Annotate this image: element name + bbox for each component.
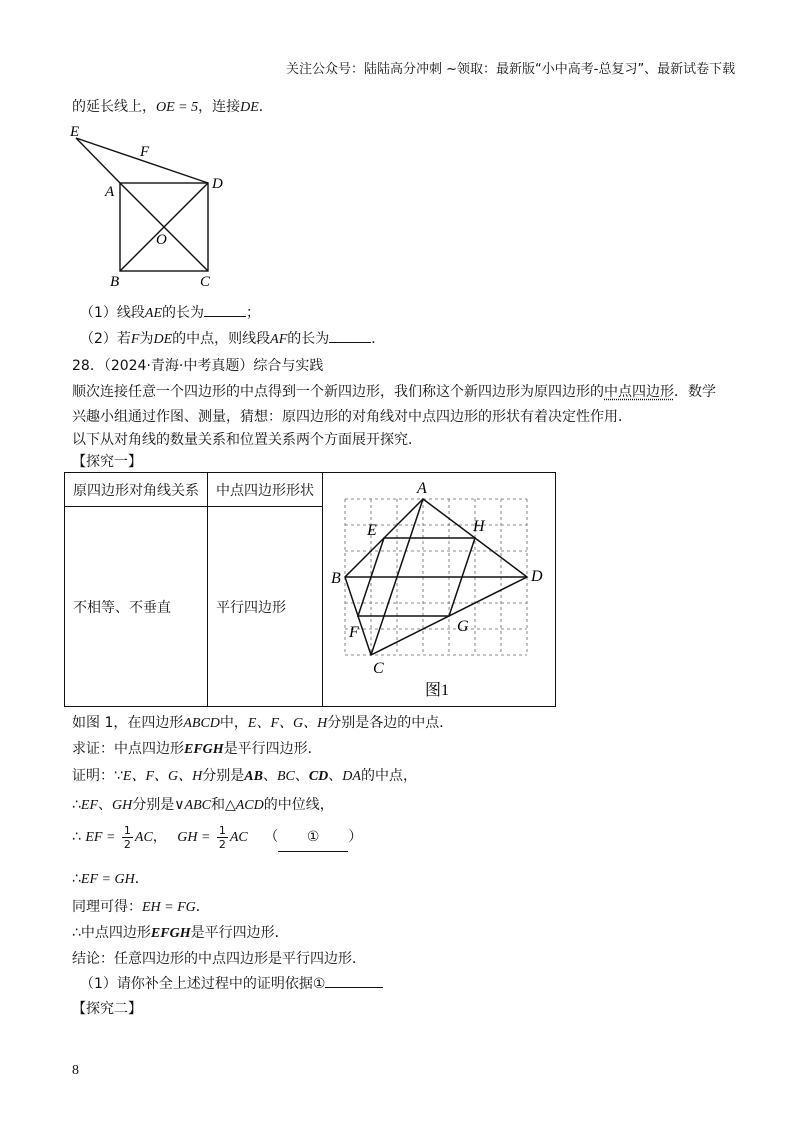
proof-line-8: ∴中点四边形EFGH是平行四边形． (72, 925, 289, 941)
answer-blank-basis-2[interactable] (325, 987, 383, 988)
label-c: C (200, 274, 211, 290)
explore-table (64, 472, 556, 707)
fig1-label-d: D (531, 568, 543, 585)
question-1: （1）线段AE的长为 ； (80, 305, 261, 321)
answer-blank-2[interactable] (329, 342, 371, 343)
table-header-diagonal: 原四边形对角线关系 (65, 473, 208, 507)
question-2: （2）若F为DE的中点，则线段AF的长为 ． (80, 331, 386, 347)
prev-problem-line: 的延长线上，OE = 5，连接DE． (72, 99, 273, 115)
square-figure (64, 120, 244, 292)
problem-28-title: 28．（2024·青海·中考真题）综合与实践 (72, 358, 324, 374)
answer-blank-1[interactable] (204, 316, 246, 317)
figure-1 (323, 473, 555, 706)
segment-ea (76, 138, 120, 183)
fig1-label-f: F (349, 624, 359, 641)
table-figure-cell (323, 473, 556, 707)
proof-line-5: ∴ EF = $\frac{1}{2}$ AC， GH = $\frac{1}{2}$ AC （ ① ） (72, 823, 363, 851)
label-f: F (140, 144, 150, 160)
conclusion-line: 结论：任意四边形的中点四边形是平行四边形． (72, 951, 366, 967)
answer-blank-basis[interactable]: ① (278, 823, 348, 852)
table-cell-shape: 平行四边形 (208, 507, 323, 707)
fraction-half-1: $\frac{1}{2}$ (123, 823, 131, 851)
table-cell-diagonal: 不相等、不垂直 (65, 507, 208, 707)
sub-question-1: （1）请你补全上述过程中的证明依据① (80, 973, 383, 993)
label-b: B (110, 274, 120, 290)
label-o: O (156, 232, 167, 248)
section-explore-1: 【探究一】 (72, 454, 142, 470)
intro-line-3: 以下从对角线的数量关系和位置关系两个方面展开探究． (72, 432, 422, 448)
section-explore-2: 【探究二】 (72, 1001, 142, 1017)
fraction-half-2: $\frac{1}{2}$ (218, 823, 226, 851)
fig1-label-h: H (473, 518, 485, 535)
label-e: E (70, 124, 80, 140)
page-header: 关注公众号：陆陆高分冲刺 ~领取：最新版“小中高考-总复习”、最新试卷下载 (286, 62, 736, 77)
fig1-label-g: G (457, 618, 469, 635)
proof-line-1: 如图 1，在四边形ABCD中，E、F、G、H分别是各边的中点． (72, 715, 454, 731)
fig1-label-a: A (417, 480, 427, 497)
proof-line-6: ∴EF = GH． (72, 871, 149, 887)
intro-line-1: 顺次连接任意一个四边形的中点得到一个新四边形，我们称这个新四边形为原四边形的中点四边形．数学 (72, 384, 716, 400)
fig1-caption: 图1 (425, 682, 450, 699)
label-d: D (212, 176, 223, 192)
label-a: A (105, 184, 115, 200)
proof-line-2: 求证：中点四边形EFGH是平行四边形． (72, 741, 322, 757)
proof-line-7: 同理可得：EH = FG． (72, 899, 210, 915)
page-number: 8 (72, 1063, 79, 1078)
intro-line-2: 兴趣小组通过作图、测量，猜想：原四边形的对角线对中点四边形的形状有着决定性作用． (72, 409, 632, 425)
fig1-label-b: B (331, 570, 341, 587)
fig1-label-c: C (373, 660, 384, 677)
table-header-shape: 中点四边形形状 (208, 473, 323, 507)
fig1-label-e: E (367, 522, 377, 539)
proof-line-4: ∴EF、GH分别是∨ABC和△ACD的中位线， (72, 797, 334, 813)
proof-line-3: 证明：∵E、F、G、H分别是AB、BC、CD、DA的中点， (72, 768, 417, 784)
